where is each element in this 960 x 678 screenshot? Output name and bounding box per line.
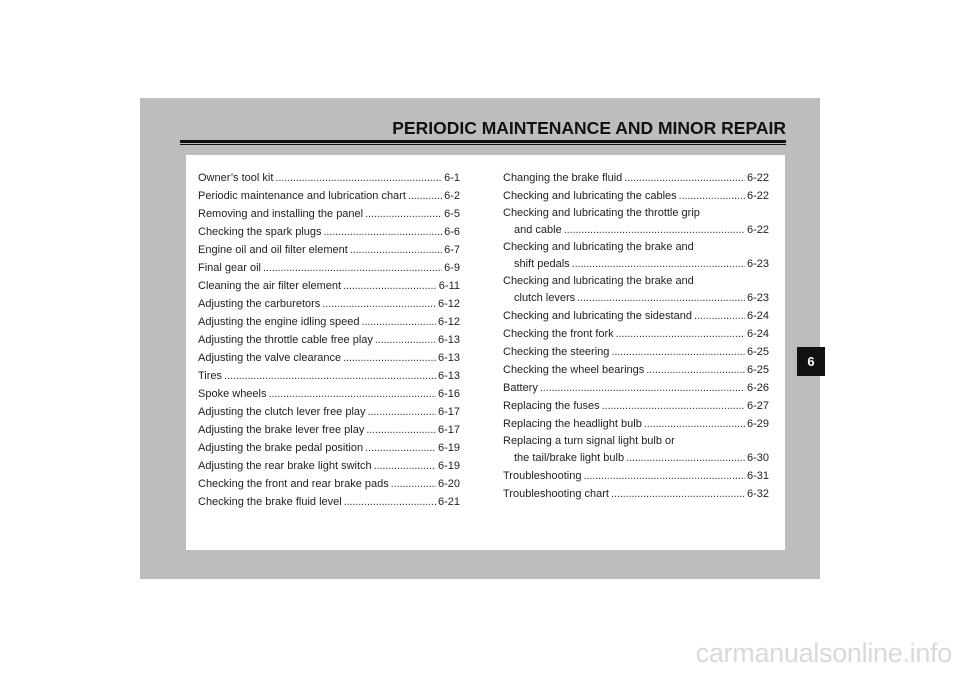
toc-leader-dots (324, 223, 443, 241)
toc-entry-title: Troubleshooting (503, 470, 582, 482)
toc-entry[interactable] (503, 467, 769, 485)
toc-leader-dots (343, 349, 436, 367)
toc-entry[interactable] (503, 325, 769, 343)
toc-page-number: 6-13 (437, 352, 460, 364)
toc-leader-dots (361, 313, 436, 331)
toc-page-number: 6-26 (746, 382, 769, 394)
toc-page-number: 6-5 (444, 208, 460, 220)
toc-entry[interactable] (503, 343, 769, 361)
toc-page-number: 6-19 (437, 460, 460, 472)
toc-page-number: 6-30 (746, 452, 769, 464)
toc-leader-dots (646, 361, 745, 379)
toc-content (186, 155, 785, 550)
toc-page-number: 6-16 (437, 388, 460, 400)
toc-leader-dots (374, 457, 436, 475)
toc-entry-title: Adjusting the clutch lever free play (198, 406, 366, 418)
toc-leader-dots (694, 307, 745, 325)
toc-entry-title-line: Checking and lubricating the brake and (503, 241, 694, 253)
toc-entry[interactable] (503, 239, 769, 273)
toc-leader-dots (350, 241, 442, 259)
toc-entry[interactable] (198, 259, 460, 277)
toc-entry-title: and cable (514, 224, 562, 236)
toc-entry-title: Checking the spark plugs (198, 226, 322, 238)
toc-leader-dots (269, 385, 436, 403)
toc-leader-dots (365, 205, 442, 223)
toc-leader-dots (322, 295, 436, 313)
toc-leader-dots (224, 367, 436, 385)
toc-entry[interactable] (198, 223, 460, 241)
toc-leader-dots (275, 169, 442, 187)
toc-entry[interactable] (503, 485, 769, 503)
toc-entry[interactable] (198, 187, 460, 205)
toc-leader-dots (564, 221, 745, 239)
toc-entry[interactable] (198, 205, 460, 223)
chapter-tab[interactable]: 6 (797, 347, 825, 376)
toc-page-number: 6-23 (746, 258, 769, 270)
toc-entry[interactable] (198, 169, 460, 187)
toc-entry-title: Periodic maintenance and lubrication chart (198, 190, 406, 202)
toc-entry-title: Checking and lubricating the sidestand (503, 310, 692, 322)
toc-entry-title: Removing and installing the panel (198, 208, 364, 220)
toc-entry-title: clutch levers (514, 292, 576, 304)
toc-leader-dots (611, 485, 745, 503)
toc-entry-title: Replacing the fuses (503, 400, 600, 412)
title-rule (180, 140, 786, 143)
toc-leader-dots (343, 277, 437, 295)
toc-page-number: 6-31 (746, 470, 769, 482)
toc-entry[interactable] (503, 361, 769, 379)
toc-entry[interactable] (198, 313, 460, 331)
page-title: PERIODIC MAINTENANCE AND MINOR REPAIR (392, 118, 786, 138)
toc-page-number: 6-29 (746, 418, 769, 430)
toc-entry-title: Adjusting the engine idling speed (198, 316, 360, 328)
toc-entry[interactable] (198, 403, 460, 421)
toc-page-number: 6-11 (438, 280, 460, 292)
toc-entry[interactable] (198, 295, 460, 313)
toc-entry-title: Adjusting the brake pedal position (198, 442, 364, 454)
toc-entry-title: Checking the front fork (503, 328, 614, 340)
toc-entry[interactable] (503, 433, 769, 467)
toc-leader-dots (344, 493, 436, 511)
watermark: carmanualsonline.info (695, 638, 952, 668)
toc-entry-title: Cleaning the air filter element (198, 280, 342, 292)
toc-leader-dots (624, 169, 745, 187)
toc-entry[interactable] (198, 385, 460, 403)
toc-entry-title: Checking the brake fluid level (198, 496, 342, 508)
toc-page-number: 6-21 (437, 496, 460, 508)
toc-leader-dots (602, 397, 745, 415)
toc-page-number: 6-6 (444, 226, 460, 238)
toc-entry-title: Engine oil and oil filter element (198, 244, 348, 256)
toc-entry[interactable] (503, 273, 769, 307)
toc-page-number: 6-25 (746, 346, 769, 358)
toc-leader-dots (391, 475, 436, 493)
toc-entry[interactable] (198, 439, 460, 457)
toc-entry[interactable] (503, 187, 769, 205)
toc-page-number: 6-22 (746, 172, 769, 184)
toc-page-number: 6-20 (437, 478, 460, 490)
toc-entry-title: Adjusting the brake lever free play (198, 424, 365, 436)
toc-entry-title: Checking and lubricating the cables (503, 190, 677, 202)
toc-leader-dots (540, 379, 745, 397)
toc-page-number: 6-24 (746, 328, 769, 340)
toc-entry-title: Adjusting the throttle cable free play (198, 334, 373, 346)
toc-entry[interactable] (198, 349, 460, 367)
toc-leader-dots (263, 259, 442, 277)
toc-entry-title: Adjusting the rear brake light switch (198, 460, 372, 472)
toc-entry-title: Checking the steering (503, 346, 610, 358)
toc-entry[interactable] (198, 493, 460, 511)
toc-leader-dots (375, 331, 436, 349)
toc-entry[interactable] (198, 277, 460, 295)
toc-entry[interactable] (198, 367, 460, 385)
toc-entry-title: Tires (198, 370, 223, 382)
toc-page-number: 6-19 (437, 442, 460, 454)
title-rule-thin (180, 144, 786, 145)
toc-leader-dots (611, 343, 745, 361)
toc-entry[interactable] (198, 475, 460, 493)
toc-entry-title: Battery (503, 382, 538, 394)
toc-entry[interactable] (503, 415, 769, 433)
toc-page-number: 6-17 (437, 406, 460, 418)
toc-page-number: 6-27 (746, 400, 769, 412)
toc-left-column (198, 169, 460, 511)
toc-page-number: 6-12 (437, 298, 460, 310)
toc-leader-dots (408, 187, 442, 205)
toc-page-number: 6-1 (444, 172, 460, 184)
toc-page-number: 6-22 (746, 224, 769, 236)
toc-entry[interactable] (198, 241, 460, 259)
toc-entry[interactable] (503, 169, 769, 187)
toc-page-number: 6-25 (746, 364, 769, 376)
toc-entry-title: Replacing the headlight bulb (503, 418, 642, 430)
toc-page-number: 6-32 (746, 488, 769, 500)
toc-leader-dots (365, 439, 436, 457)
toc-entry[interactable] (503, 307, 769, 325)
toc-entry[interactable] (198, 457, 460, 475)
toc-entry-title: Checking the front and rear brake pads (198, 478, 389, 490)
toc-page-number: 6-2 (444, 190, 460, 202)
toc-right-column (503, 169, 769, 503)
toc-leader-dots (644, 415, 745, 433)
toc-entry-title: shift pedals (514, 258, 570, 270)
toc-leader-dots (626, 449, 745, 467)
toc-page-number: 6-17 (437, 424, 460, 436)
toc-entry[interactable] (503, 397, 769, 415)
toc-leader-dots (583, 467, 744, 485)
toc-entry-title: Adjusting the valve clearance (198, 352, 342, 364)
toc-entry[interactable] (503, 379, 769, 397)
toc-leader-dots (368, 403, 436, 421)
toc-page-number: 6-9 (444, 262, 460, 274)
toc-page-number: 6-22 (746, 190, 769, 202)
toc-entry[interactable] (503, 205, 769, 239)
toc-entry-title-line: Replacing a turn signal light bulb or (503, 435, 675, 447)
toc-entry-title-line: Checking and lubricating the throttle grip (503, 207, 700, 219)
toc-leader-dots (679, 187, 745, 205)
toc-page-number: 6-13 (437, 370, 460, 382)
toc-entry-title-line: Checking and lubricating the brake and (503, 275, 694, 287)
toc-page-number: 6-13 (437, 334, 460, 346)
toc-entry-title: Checking the wheel bearings (503, 364, 645, 376)
toc-entry[interactable] (198, 421, 460, 439)
toc-leader-dots (366, 421, 436, 439)
toc-leader-dots (616, 325, 745, 343)
toc-page-number: 6-24 (746, 310, 769, 322)
toc-leader-dots (572, 255, 745, 273)
toc-entry-title: the tail/brake light bulb (514, 452, 625, 464)
toc-entry-title: Changing the brake fluid (503, 172, 623, 184)
toc-entry[interactable] (198, 331, 460, 349)
toc-page-number: 6-7 (444, 244, 460, 256)
toc-entry-title: Owner’s tool kit (198, 172, 274, 184)
toc-entry-title: Spoke wheels (198, 388, 267, 400)
toc-entry-title: Adjusting the carburetors (198, 298, 321, 310)
toc-entry-title: Troubleshooting chart (503, 488, 609, 500)
toc-leader-dots (577, 289, 745, 307)
toc-entry-title: Final gear oil (198, 262, 261, 274)
toc-page-number: 6-23 (746, 292, 769, 304)
toc-page-number: 6-12 (437, 316, 460, 328)
